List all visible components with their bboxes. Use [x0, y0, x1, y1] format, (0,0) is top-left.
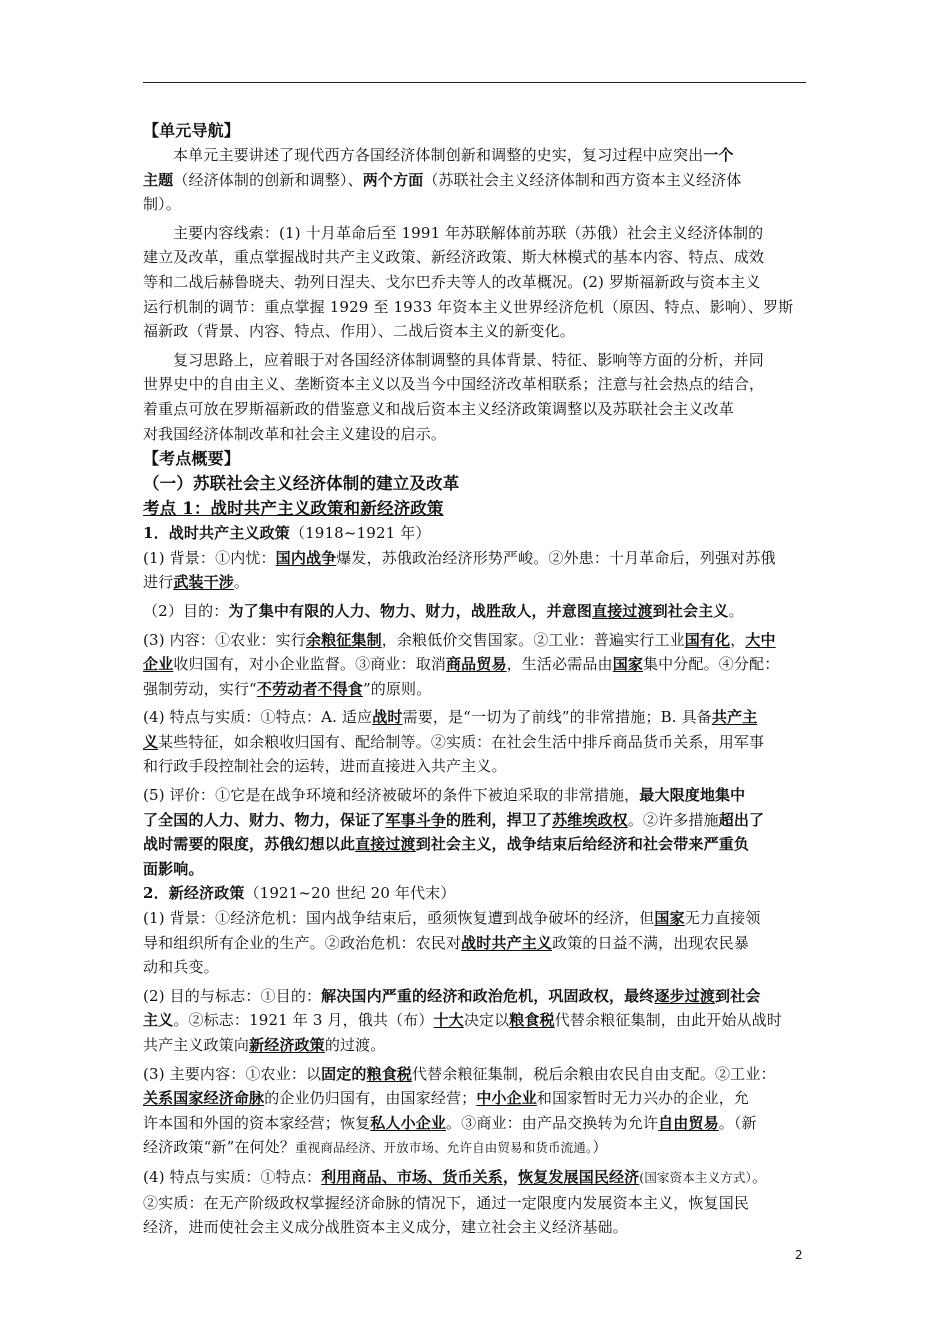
nep-content: (3) 主要内容：①农业：以固定的粮食税代替余粮征集制，税后余粮由农民自由支配。②工业： 关系国家经济命脉的企业仍归国有，由国家经营；中小企业和国家暂时无力兴办的企业，允 许本国和外国的资本家经营；恢复私人小企业。③商业：由产品交换转为允许自由贸易。（新 经济政策“新”在何处？重视商品经济、开放市场、允许自由贸易和货币流通。）: [143, 1064, 776, 1157]
unit-nav-paragraph-1: 本单元主要讲述了现代西方各国经济体制创新和调整的史实，复习过程中应突出一个 主题（经济体制的创新和调整）、两个方面（苏联社会主义经济体制和西方资本主义经济体 制）。: [143, 146, 742, 214]
document-body: [143, 118, 809, 1240]
nep-goal-and-sign: (2) 目的与标志：①目的：解决国内严重的经济和政治危机，巩固政权，最终逐步过渡到社会 主义。②标志：1921 年 3 月，俄共（布）十大决定以粮食税代替余粮征集制，由此开始从战时 共产主义政策向新经济政策的过渡。: [143, 986, 782, 1054]
page-number: 2: [795, 1248, 803, 1262]
unit-nav-paragraph-3: 复习思路上，应着眼于对各国经济体制调整的具体背景、特征、影响等方面的分析，并同 世界史中的自由主义、垄断资本主义以及当今中国经济改革相联系；注意与社会热点的结合， 着重点可放在罗斯福新政的借鉴意义和战后资本主义经济政策调整以及苏联社会主义改革 对我国经济体制改革和社会主义建设的启示。: [143, 350, 765, 443]
unit-nav-paragraph-2: 主要内容线索：(1) 十月革命后至 1991 年苏联解体前苏联（苏俄）社会主义经济体制的 建立及改革，重点掌握战时共产主义政策、新经济政策、斯大林模式的基本内容、特点、成效 等和二战后赫鲁晓夫、勃列日涅夫、戈尔巴乔夫等人的改革概况。(2) 罗斯福新政与资本主义 运行机制的调节：重点掌握 1929 至 1933 年资本主义世界经济危机（原因、特点、影响）、罗斯 福新政（背景、内容、特点、作用）、二战后资本主义的新变化。: [143, 223, 794, 341]
nep-features: (4) 特点与实质：①特点：利用商品、市场、货币关系，恢复发展国民经济(国家资本主义方式）。 ②实质：在无产阶级政权掌握经济命脉的情况下，通过一定限度内发展资本主义，恢复国民 经济，进而使社会主义成分战胜资本主义成分，建立社会主义经济基础。: [143, 1167, 768, 1237]
nep-background: (1) 背景：①经济危机：国内战争结束后，亟须恢复遭到战争破坏的经济，但国家无力直接领 导和组织所有企业的生产。②政治危机：农民对战时共产主义政策的日益不满，出现农民暴 动和兵变。: [143, 909, 761, 977]
war-communism-evaluation: (5) 评价：①它是在战争环境和经济被破坏的条件下被迫采取的非常措施，最大限度地集中 了全国的人力、财力、物力，保证了军事斗争的胜利，捍卫了苏维埃政权。②许多措施超出了 战时需要的限度，苏俄幻想以此直接过渡到社会主义，战争结束后给经济和社会带来严重负 面影响。: [143, 786, 765, 878]
war-communism-features: (4) 特点与实质：①特点：A. 适应战时需要，是“一切为了前线”的非常措施；B. 具备共产主 义某些特征，如余粮收归国有、配给制等。②实质：在社会生活中排斥商品货币关系，用军事 和行政手段控制社会的运转，进而直接进入共产主义。: [143, 708, 765, 776]
key-points-heading: 【考点概要】: [143, 449, 240, 469]
war-communism-background: (1) 背景：①内忧：国内战争爆发，苏俄政治经济形势严峻。②外患：十月革命后，列强对苏俄 进行武装干涉。: [143, 548, 776, 592]
part-1-heading: （一）苏联社会主义经济体制的建立及改革: [143, 474, 460, 494]
key-point-1-heading: 考点 1：战时共产主义政策和新经济政策: [143, 499, 444, 519]
unit-nav-heading: 【单元导航】: [143, 121, 240, 140]
header-rule: [143, 82, 806, 83]
war-communism-content: (3) 内容：①农业：实行余粮征集制，余粮低价交售国家。②工业：普遍实行工业国有化，大中 企业收归国有，对小企业监督。③商业：取消商品贸易，生活必需品由国家集中分配。④分配： 强制劳动，实行“不劳动者不得食”的原则。: [143, 630, 780, 698]
nep-heading: 2．新经济政策（1921~20 世纪 20 年代末）: [143, 884, 456, 903]
war-communism-goal: （2）目的：为了集中有限的人力、物力、财力，战胜敌人，并意图直接过渡到社会主义。: [143, 601, 744, 620]
war-communism-heading: 1．战时共产主义政策（1918~1921 年）: [143, 524, 431, 543]
